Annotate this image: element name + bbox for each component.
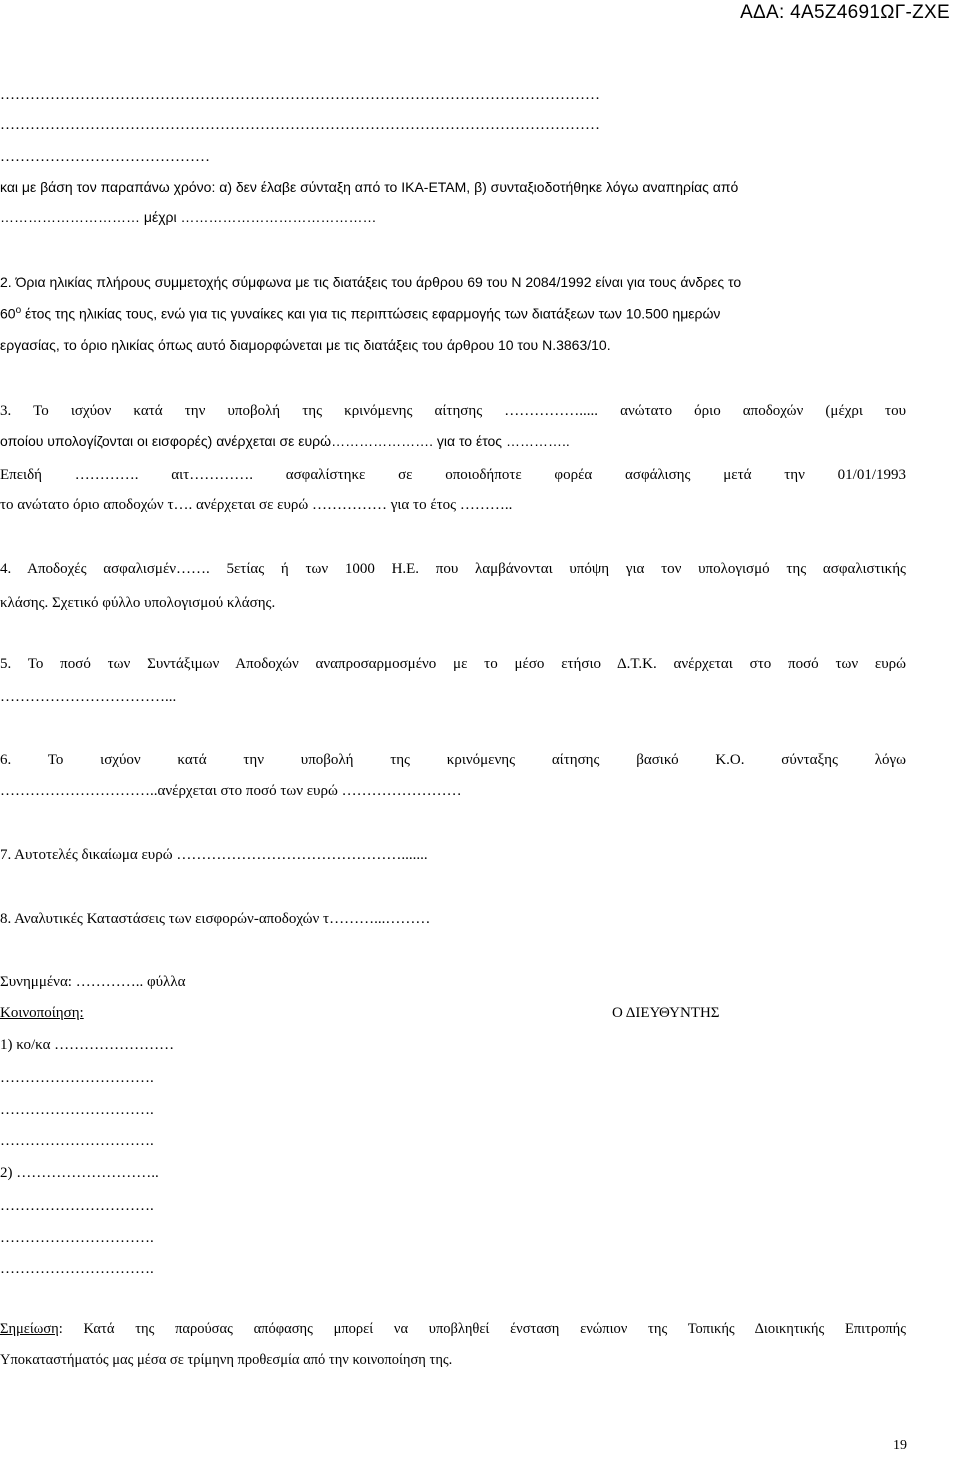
age-number: 60 — [0, 305, 16, 322]
dotted-line: …………………………. — [0, 1070, 154, 1086]
cc-label: Κοινοποίηση: — [0, 1005, 84, 1021]
section-3-line-1: 3. Το ισχύον κατά την υποβολή της κρινόμενης αίτησης ……………..... ανώτατο όριο αποδοχών (μέχρι του — [0, 403, 906, 419]
ada-code: ΑΔΑ: 4Α5Ζ4691ΩΓ-ΖΧΕ — [740, 2, 950, 23]
note-line-1 — [0, 1320, 906, 1338]
section-2-line-2-rest: έτος της ηλικίας τους, ενώ για τις γυναίκες και για τις περιπτώσεις εφαρμογής των διατάξεων των 10.500 ημερών — [21, 305, 721, 322]
dotted-line: ………………………………………………………………………………………………………… — [0, 87, 600, 103]
note-label: Σημείωση — [0, 1321, 59, 1337]
section-4-line-2: κλάσης. Σχετικό φύλλο υπολογισμού κλάσης. — [0, 595, 276, 611]
section-8-line: 8. Αναλυτικές Καταστάσεις των εισφορών-αποδοχών τ………...……… — [0, 911, 431, 927]
dotted-line: …………………………. — [0, 1133, 154, 1149]
section-2-line-1: 2. Όρια ηλικίας πλήρους συμμετοχής σύμφωνα με τις διατάξεις του άρθρου 69 του Ν 2084/1992 είναι για τους άνδρες το — [0, 274, 742, 290]
dotted-line: …………………………. — [0, 1102, 154, 1118]
section-3-line-3: Επειδή …………. αιτ…………. ασφαλίστηκε σε οποιοδήποτε φορέα ασφάλισης μετά την 01/01/1993 — [0, 467, 906, 483]
cc-recipient-2: 2) ……………………….. — [0, 1165, 159, 1181]
section-6-line-2: …………………………..ανέρχεται στο ποσό των ευρώ …………………… — [0, 783, 462, 799]
pension-status-line: και με βάση τον παραπάνω χρόνο: α) δεν έλαβε σύνταξη από το ΙΚΑ-ΕΤΑΜ, β) συνταξιοδοτήθηκε λόγω αναπηρίας από — [0, 179, 739, 195]
director-title: Ο ΔΙΕΥΘΥΝΤΗΣ — [612, 1005, 720, 1021]
note-text: : Κατά της παρούσας απόφασης μπορεί να υποβληθεί ένσταση ενώπιον της Τοπικής Διοικητικής Επιτροπής — [58, 1321, 906, 1337]
dotted-line: …………………………. — [0, 1261, 154, 1277]
dotted-line: …………………………. — [0, 1198, 154, 1214]
section-3-line-4: το ανώτατο όριο αποδοχών τ…. ανέρχεται σε ευρώ …………… για το έτος ……….. — [0, 497, 513, 513]
section-2-line-2 — [0, 302, 720, 323]
page-number: 19 — [893, 1438, 907, 1453]
dotted-line: …………………………………… — [0, 149, 210, 165]
section-2-line-3: εργασίας, το όριο ηλικίας όπως αυτό διαμορφώνεται με τις διατάξεις του άρθρου 10 του Ν.3863/10. — [0, 337, 611, 353]
cc-recipient-1: 1) κο/κα …………………… — [0, 1037, 175, 1053]
dotted-line: …………………………. — [0, 1230, 154, 1246]
section-6-line-1: 6. Το ισχύον κατά την υποβολή της κρινόμενης αίτησης βασικό Κ.Ο. σύνταξης λόγω — [0, 752, 906, 768]
dotted-line: ………………………………………………………………………………………………………… — [0, 117, 600, 133]
ordinal-superscript: ο — [15, 305, 22, 316]
note-line-2: Υποκαταστήματός μας μέσα σε τρίμηνη προθεσμία από την κοινοποίηση της. — [0, 1352, 453, 1368]
attachments-line: Συνημμένα: ………….. φύλλα — [0, 974, 186, 990]
section-5-line-1: 5. Το ποσό των Συντάξιμων Αποδοχών αναπροσαρμοσμένο με το μέσο ετήσιο Δ.Τ.Κ. ανέρχεται στο ποσό των ευρώ — [0, 656, 906, 672]
section-5-line-2: ……………………………... — [0, 689, 177, 705]
section-3-line-2: οποίου υπολογίζονται οι εισφορές) ανέρχεται σε ευρώ…………………. για το έτος ………….. — [0, 433, 570, 449]
section-4-line-1: 4. Αποδοχές ασφαλισμέν……. 5ετίας ή των 1000 Η.Ε. που λαμβάνονται υπόψη για τον υπολογισμό της ασφαλιστικής — [0, 561, 906, 577]
until-line: ………………………… μέχρι …………………………………… — [0, 209, 377, 225]
section-7-line: 7. Αυτοτελές δικαίωμα ευρώ ………………………………………....... — [0, 847, 428, 863]
